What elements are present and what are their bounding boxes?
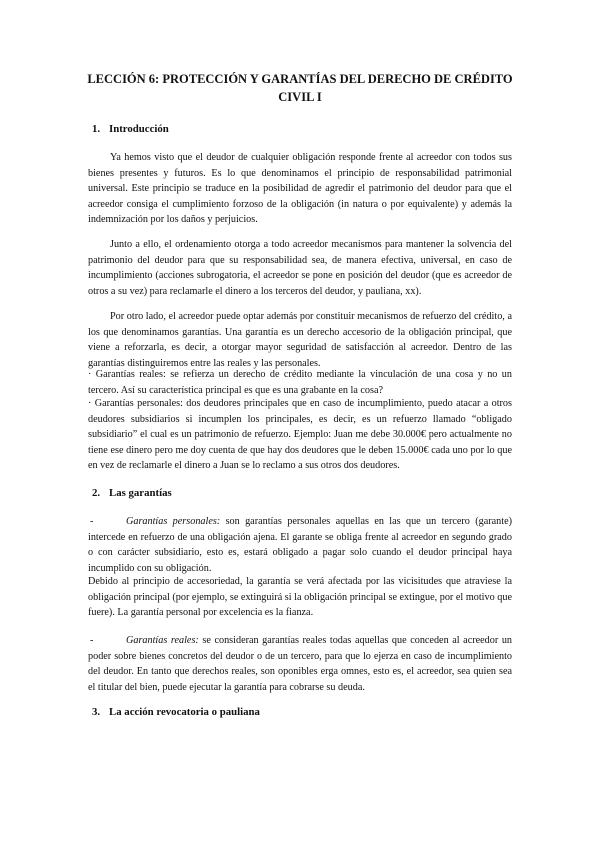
paragraph-mecanismos: Junto a ello, el ordenamiento otorga a todo acreedor mecanismos para mantener la solvencia del patrimonio del deudor para que su responsabilidad sea, de manera efectiva, universal, en caso de incumplimiento (acciones subrogatoria, el acreedor se pone en posición del deudor (que es acreedor de otros a su vez) para reclamarle el dinero a los terceros del deudor, y pauliana, xx).	[88, 239, 512, 297]
bullet-garantias-personales: · Garantías personales: dos deudores principales que en caso de incumplimiento, puedo atacar a otros deudores subsidiarios si incumplen los principales, es decir, es un refuerzo llamado “obligado subsidiario” el cual es un patrimonio de refuerzo. Ejemplo: Juan me debe 30.000€ pero actualmente no tiene ese dinero pero me doy cuenta de que hay dos deudores que le deben 15.000€ cada uno por lo que en vez de reclamarle el dinero a Juan se lo reclamo a sus otros dos deudores.	[88, 398, 512, 472]
term-garantias-reales: Garantías reales:	[126, 635, 199, 646]
section-heading-text: La acción revocatoria o pauliana	[109, 706, 260, 718]
section-heading-text: Introducción	[109, 123, 169, 135]
item-text: son garantías personales aquellas en las que un tercero (garante) intercede en refuerzo de una obligación ajena. El garante se obliga frente al acreedor en segundo grado o con carácter subsidiario, esto es, estará obligado a pagar solo cuando el deudor principal haya incumplido con su obligación.	[88, 516, 512, 574]
section-number: 1.	[92, 123, 101, 135]
section-heading-accion-pauliana	[92, 705, 260, 719]
paragraph-garantias: Por otro lado, el acreedor puede optar además por constituir mecanismos de refuerzo del crédito, a los que denominamos garantías. Una garantía es un derecho accesorio de la obligación principal, que viene a reforzarla, es decir, a otorgar mayor seguridad de satisfacción al acreedor. Dentro de las garantías distinguiremos entre las reales y las personales.	[88, 311, 512, 369]
section-heading-text: Las garantías	[109, 487, 172, 499]
item-text: se consideran garantías reales todas aquellas que conceden al acreedor un poder sobre bienes concretos del deudor o de un tercero, para que lo ejerza en caso de incumplimiento del deudor. En tanto que derechos reales, son oponibles erga omnes, esto es, el acreedor, sea quien sea el titular del bien, puede ejecutar la garantía para cobrarse su deuda.	[88, 635, 513, 693]
paragraph-accesoriedad: Debido al principio de accesoriedad, la garantía se verá afectada por las vicisitudes que atraviese la obligación principal (por ejemplo, se extinguirá si la obligación principal se extingue, por el motivo que fuere). La garantía personal por excelencia es la fianza.	[88, 576, 512, 619]
term-garantias-personales: Garantías personales:	[126, 516, 221, 527]
list-dash: -	[90, 516, 94, 527]
section-heading-las-garantias	[92, 486, 172, 500]
section-heading-introduccion	[92, 122, 169, 136]
item-garantias-personales	[88, 514, 512, 576]
item-garantias-reales	[88, 633, 512, 695]
paragraph-responsabilidad: Ya hemos visto que el deudor de cualquier obligación responde frente al acreedor con todos sus bienes presentes y futuros. Es lo que denominamos el principio de responsabilidad patrimonial universal. Este principio se traduce en la posibilidad de agredir el patrimonio del deudor para que el acreedor consiga el cumplimiento forzoso de la obligación (in natura o por equivalente) y además la indemnización por los daños y perjuicios.	[88, 152, 512, 226]
page-title: LECCIÓN 6: PROTECCIÓN Y GARANTÍAS DEL DERECHO DE CRÉDITO CIVIL I	[87, 72, 513, 104]
list-dash: -	[90, 635, 94, 646]
section-number: 2.	[92, 487, 101, 499]
section-number: 3.	[92, 706, 101, 718]
bullet-garantias-reales: · Garantías reales: se refierza un derecho de crédito mediante la vinculación de una cosa y no un tercero. Así su característica principal es que es una grabante en la cosa?	[88, 369, 512, 396]
